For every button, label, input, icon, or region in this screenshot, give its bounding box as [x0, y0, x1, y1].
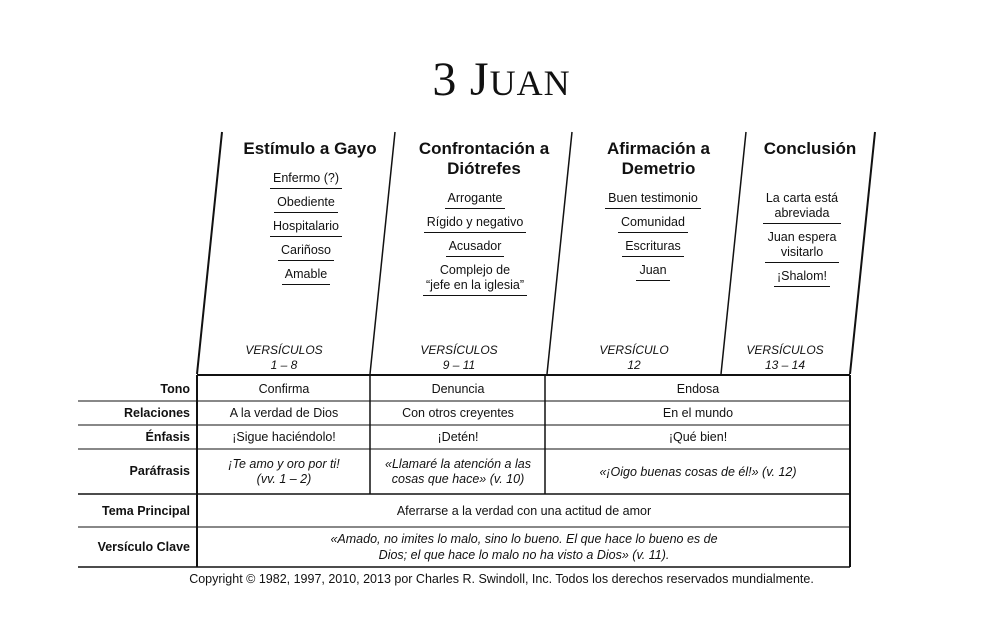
cell-versiculo: «Amado, no imites lo malo, sino lo bueno. El que hace lo bueno es de Dios; el que hace lo malo no ha visto a Dios» (v. 11). [330, 532, 718, 562]
list-item: Enfermo (?) [270, 171, 342, 189]
cell-tema: Aferrarse a la verdad con una actitud de amor [396, 503, 652, 518]
list-item: Rígido y negativo [424, 215, 527, 233]
row-label-versiculo: Versículo Clave [97, 540, 190, 554]
title-rest: UAN [489, 63, 571, 103]
verses-range: 12 [627, 358, 641, 372]
list-item: ¡Shalom! [774, 269, 830, 287]
cell-enfasis-1: ¡Sigue haciéndolo! [232, 430, 336, 444]
list-item: Hospitalario [270, 219, 342, 237]
list-item: Cariñoso [278, 243, 334, 261]
cell-enfasis-3: ¡Qué bien! [668, 430, 728, 444]
section-4-verses [725, 343, 845, 373]
section-1-verses [224, 343, 344, 373]
row-label-parafrasis: Paráfrasis [129, 464, 190, 478]
copyright-notice: Copyright © 1982, 1997, 2010, 2013 por Charles R. Swindoll, Inc. Todos los derechos reservados mundialmente. [189, 572, 814, 586]
section-3-items [573, 191, 733, 287]
cell-parafrasis-2: «Llamaré la atención a las cosas que hace» (v. 10) [385, 456, 531, 486]
cell-relaciones-3: En el mundo [662, 406, 734, 420]
list-item: Arrogante [445, 191, 506, 209]
verses-label: VERSÍCULO [599, 343, 669, 357]
section-4-items [740, 191, 864, 293]
title-number: 3 [432, 53, 458, 106]
list-item: La carta está abreviada [763, 191, 841, 224]
cell-relaciones-2: Con otros creyentes [402, 406, 514, 420]
cell-tono-1: Confirma [258, 381, 310, 396]
list-item: Amable [282, 267, 330, 285]
verses-label: VERSÍCULOS [245, 343, 323, 357]
section-4-title: Conclusión [763, 139, 857, 158]
section-1-items [226, 171, 386, 291]
cell-tono-2: Denuncia [431, 381, 485, 396]
row-label-relaciones: Relaciones [123, 406, 190, 420]
list-item: Juan espera visitarlo [765, 230, 840, 263]
list-item: Obediente [274, 195, 338, 213]
verses-range: 1 – 8 [270, 358, 298, 372]
verses-label: VERSÍCULOS [420, 343, 498, 357]
verses-range: 9 – 11 [442, 358, 476, 372]
list-item: Comunidad [618, 215, 688, 233]
row-label-enfasis: Énfasis [145, 430, 190, 444]
cell-tono-3: Endosa [676, 381, 720, 396]
cell-parafrasis-3: «¡Oigo buenas cosas de él!» (v. 12) [599, 464, 797, 479]
list-item: Escrituras [622, 239, 684, 257]
row-label-tono: Tono [160, 382, 190, 396]
verses-range: 13 – 14 [764, 358, 806, 372]
section-3-verses [574, 343, 694, 373]
list-item: Complejo de “jefe en la iglesia” [423, 263, 527, 296]
list-item: Acusador [446, 239, 505, 257]
cell-parafrasis-1: ¡Te amo y oro por ti! (vv. 1 – 2) [228, 456, 340, 486]
section-3-title: Afirmación a Demetrio [607, 139, 710, 178]
cell-relaciones-1: A la verdad de Dios [229, 406, 339, 420]
title-initial: J [469, 53, 490, 106]
divider-1 [197, 132, 222, 374]
section-1-title: Estímulo a Gayo [243, 139, 377, 158]
section-2-items [395, 191, 555, 302]
verses-label: VERSÍCULOS [746, 343, 824, 357]
section-2-verses [399, 343, 519, 373]
list-item: Juan [636, 263, 669, 281]
section-2-title: Confrontación a Diótrefes [418, 139, 550, 178]
cell-enfasis-2: ¡Detén! [437, 430, 479, 444]
list-item: Buen testimonio [605, 191, 701, 209]
row-label-tema: Tema Principal [102, 504, 190, 518]
